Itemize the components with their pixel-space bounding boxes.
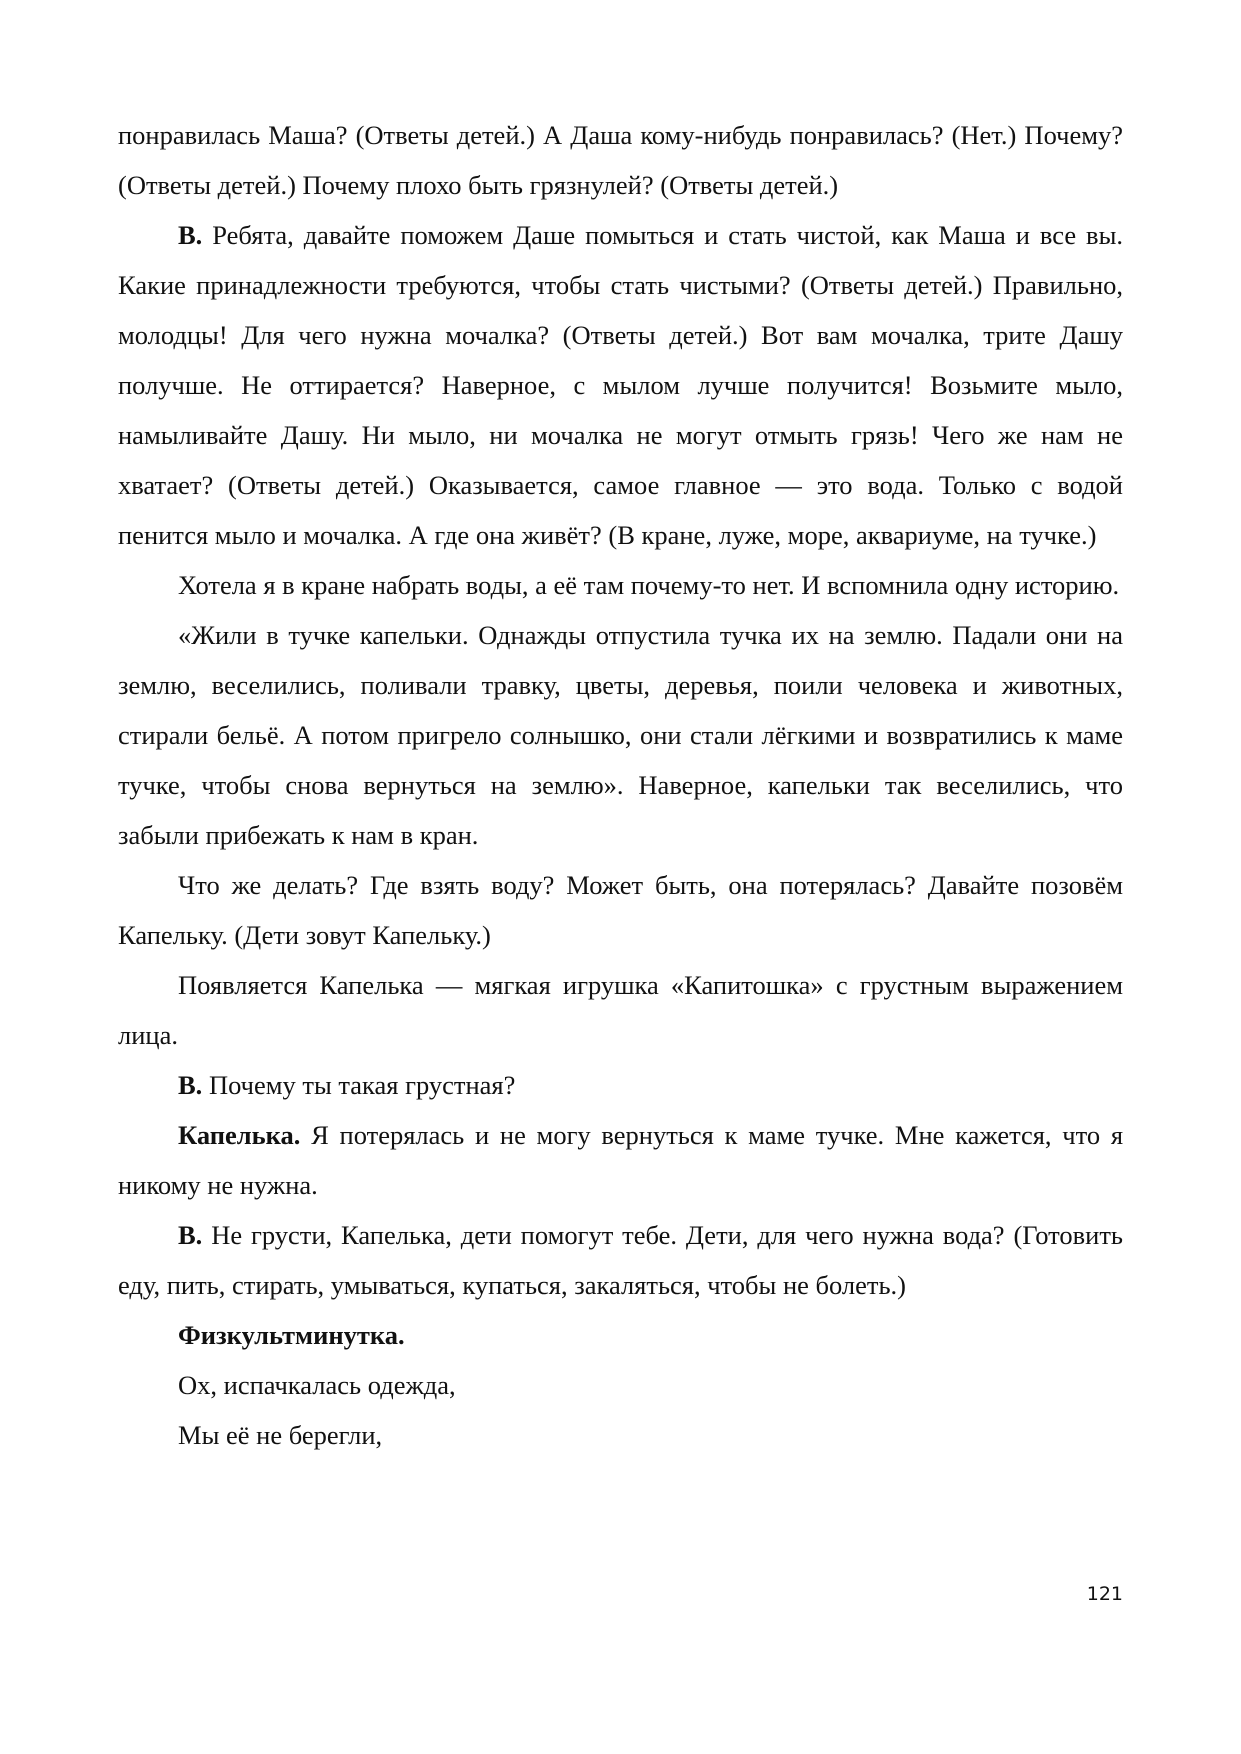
speaker-label: Капелька. <box>178 1120 301 1150</box>
paragraph: понравилась Маша? (Ответы детей.) А Даша кому-нибудь понравилась? (Нет.) Почему? (Ответы детей.) Почему плохо быть грязнулей? (Ответы детей.) <box>118 120 1123 200</box>
paragraph: Что же делать? Где взять воду? Может быть, она потерялась? Давайте позовём Капельку. (Дети зовут Капельку.) <box>118 870 1123 950</box>
section-heading: Физкультминутка. <box>178 1320 405 1350</box>
paragraph: «Жили в тучке капельки. Однажды отпустила тучка их на землю. Падали они на землю, веселились, поливали травку, цветы, деревья, поили человека и животных, стирали бельё. А потом пригрело солнышко, они стали лёгкими и возвратились к маме тучке, чтобы снова вернуться на землю». Наверное, капельки так веселились, что забыли прибежать к нам в кран. <box>118 620 1123 850</box>
dialogue-paragraph: Капелька. Я потерялась и не могу вернуться к маме тучке. Мне кажется, что я никому не нужна. <box>118 1120 1124 1200</box>
dialogue-paragraph: В. Почему ты такая грустная? <box>178 1070 516 1100</box>
page-number: 121 <box>1086 1583 1123 1605</box>
dialogue-paragraph: В. Не грусти, Капелька, дети помогут тебе. Дети, для чего нужна вода? (Готовить еду, пить, стирать, умываться, купаться, закаляться, чтобы не болеть.) <box>118 1220 1124 1300</box>
body-text <box>118 110 1123 1460</box>
paragraph: Хотела я в кране набрать воды, а её там почему-то нет. И вспомнила одну историю. <box>178 570 1120 600</box>
speaker-label: В. <box>178 1220 203 1250</box>
dialogue-paragraph: В. Ребята, давайте поможем Даше помыться и стать чистой, как Маша и все вы. Какие принадлежности требуются, чтобы стать чистыми? (Ответы детей.) Правильно, молодцы! Для чего нужна мочалка? (Ответы детей.) Вот вам мочалка, трите Дашу получше. Не оттирается? Наверное, с мылом лучше получится! Возьмите мыло, намыливайте Дашу. Ни мыло, ни мочалка не могут отмыть грязь! Чего же нам не хватает? (Ответы детей.) Оказывается, самое главное — это вода. Только с водой пенится мыло и мочалка. А где она живёт? (В кране, луже, море, аквариуме, на тучке.) <box>118 220 1123 550</box>
speaker-label: В. <box>178 1070 203 1100</box>
speaker-label: В. <box>178 220 203 250</box>
verse-line: Мы её не берегли, <box>178 1420 383 1450</box>
paragraph: Появляется Капелька — мягкая игрушка «Капитошка» с грустным выражением лица. <box>118 970 1123 1050</box>
verse-line: Ох, испачкалась одежда, <box>178 1370 456 1400</box>
